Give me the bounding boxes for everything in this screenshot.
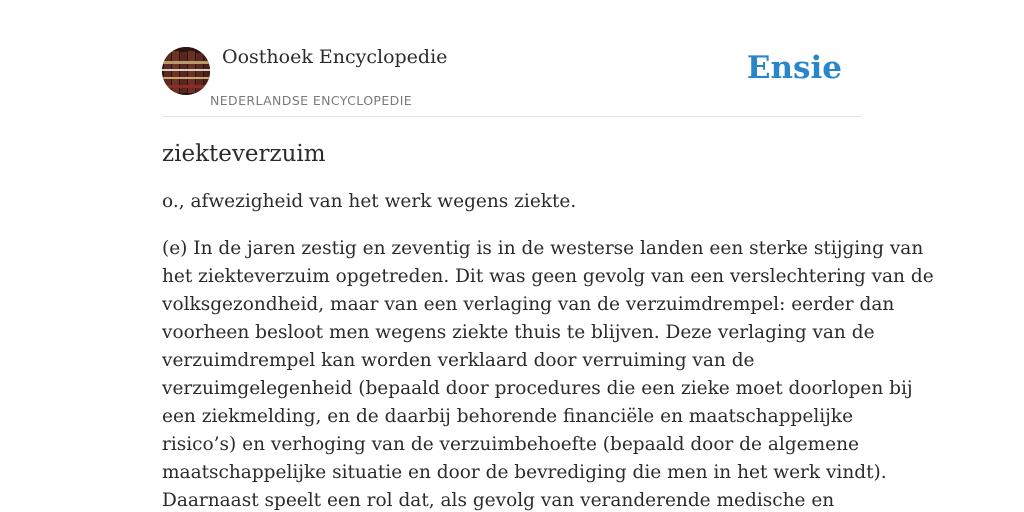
article-term: ziekteverzuim	[162, 141, 326, 167]
article-body-line: volksgezondheid, maar van een verlaging van de verzuimdrempel: eerder dan	[162, 294, 895, 315]
source-title-link[interactable]: Oosthoek Encyclopedie	[222, 46, 448, 68]
source-header	[162, 44, 862, 117]
source-subtitle: NEDERLANDSE ENCYCLOPEDIE	[210, 93, 413, 108]
encyclopedia-books-icon	[162, 47, 210, 95]
source-avatar[interactable]	[162, 47, 210, 95]
ensie-logo-link[interactable]: Ensie	[746, 50, 842, 86]
article-body-line: (e) In de jaren zestig en zeventig is in de westerse landen een sterke stijging van	[162, 238, 924, 259]
article-definition: o., afwezigheid van het werk wegens ziekte.	[162, 191, 577, 212]
article-body-line: voorheen besloot men wegens ziekte thuis te blijven. Deze verlaging van de	[162, 322, 875, 343]
article-body-line: risico’s) en verhoging van de verzuimbehoefte (bepaald door de algemene	[162, 434, 859, 455]
article-body-line: het ziekteverzuim opgetreden. Dit was geen gevolg van een verslechtering van de	[162, 266, 934, 287]
article-body-line: maatschappelijke situatie en door de bevrediging die men in het werk vindt).	[162, 462, 887, 483]
article-body	[162, 235, 934, 512]
article-body-line: verzuimgelegenheid (bepaald door procedures die een zieke moet doorlopen bij	[162, 378, 913, 399]
article-body-line: een ziekmelding, en de daarbij behorende financiële en maatschappelijke	[162, 406, 854, 427]
article-body-line: verzuimdrempel kan worden verklaard door verruiming van de	[162, 350, 755, 371]
article-body-line: Daarnaast speelt een rol dat, als gevolg van veranderende medische en	[162, 490, 835, 511]
article	[162, 138, 934, 512]
